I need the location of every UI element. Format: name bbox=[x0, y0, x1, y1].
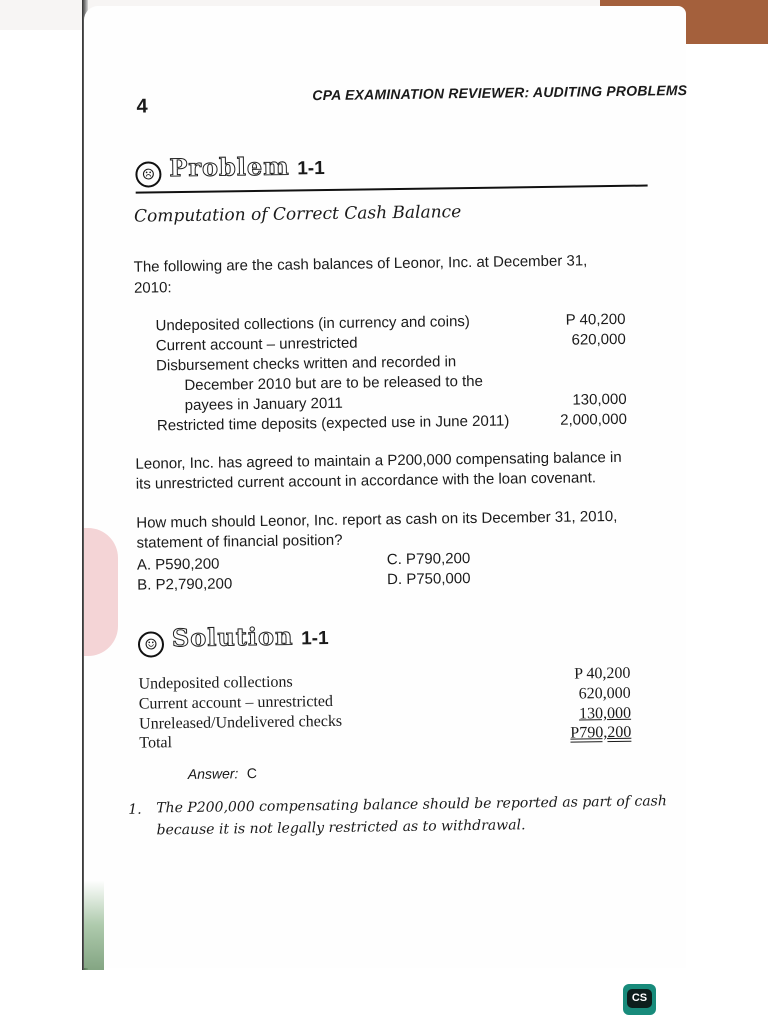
item-amount: 130,000 bbox=[572, 390, 627, 409]
choice-a: A. P590,200 bbox=[136, 555, 220, 574]
item-label: December 2010 but are to be released to the bbox=[184, 372, 484, 394]
section-title: Computation of Correct Cash Balance bbox=[133, 202, 462, 227]
solution-row-amount: P 40,200 bbox=[574, 664, 631, 683]
page-number: 4 bbox=[136, 95, 148, 118]
item-label: Disbursement checks written and recorded in bbox=[155, 353, 457, 375]
running-title: CPA EXAMINATION REVIEWER: AUDITING PROBLEMS bbox=[312, 81, 688, 104]
solution-row-label: Current account – unrestricted bbox=[138, 692, 334, 713]
camscanner-logo bbox=[623, 984, 656, 1015]
item-label: Undeposited collections (in currency and coins) bbox=[155, 313, 470, 335]
item-amount: 620,000 bbox=[571, 330, 626, 349]
solution-total-amount: P790,200 bbox=[570, 723, 632, 742]
question-line-1: How much should Leonor, Inc. report as cash on its December 31, 2010, bbox=[136, 507, 618, 532]
item-label: Restricted time deposits (expected use in June 2011) bbox=[156, 412, 510, 435]
item-label: payees in January 2011 bbox=[184, 394, 343, 414]
choice-c: C. P790,200 bbox=[386, 550, 471, 569]
covenant-line-2: its unrestricted current account in accordance with the loan covenant. bbox=[135, 469, 597, 493]
covenant-line-1: Leonor, Inc. has agreed to maintain a P200,000 compensating balance in bbox=[135, 448, 622, 473]
choice-b: B. P2,790,200 bbox=[137, 575, 233, 594]
choice-d: D. P750,000 bbox=[386, 570, 471, 589]
item-amount: 2,000,000 bbox=[560, 410, 628, 429]
item-label: Current account – unrestricted bbox=[155, 334, 358, 355]
answer-label: Answer: bbox=[187, 765, 239, 782]
answer-value: C bbox=[246, 765, 258, 782]
sad-face-icon: ☹ bbox=[135, 161, 161, 187]
problem-label: Problem bbox=[169, 151, 290, 183]
smiley-face-icon: ☺ bbox=[138, 631, 164, 657]
note-number: 1. bbox=[128, 801, 142, 818]
camscanner-logo-text: CS bbox=[627, 989, 652, 1008]
solution-row-amount: 620,000 bbox=[578, 684, 631, 703]
note-line-1: The P200,000 compensating balance should be reported as part of cash bbox=[156, 793, 667, 817]
problem-heading bbox=[135, 151, 325, 188]
solution-total-label: Total bbox=[139, 734, 173, 752]
intro-line-2: 2010: bbox=[133, 279, 172, 297]
solution-row-label: Undeposited collections bbox=[138, 673, 293, 693]
problem-number: 1-1 bbox=[297, 158, 325, 180]
solution-label: Solution bbox=[171, 621, 294, 653]
solution-row-label: Unreleased/Undelivered checks bbox=[138, 712, 343, 733]
intro-line-1: The following are the cash balances of Leonor, Inc. at December 31, bbox=[133, 252, 588, 276]
question-line-2: statement of financial position? bbox=[136, 531, 343, 552]
solution-row-amount: 130,000 bbox=[578, 704, 632, 723]
solution-number: 1-1 bbox=[301, 628, 329, 650]
item-amount: P 40,200 bbox=[565, 310, 626, 329]
solution-heading bbox=[138, 621, 329, 658]
note-line-2: because it is not legally restricted as to withdrawal. bbox=[156, 817, 526, 839]
